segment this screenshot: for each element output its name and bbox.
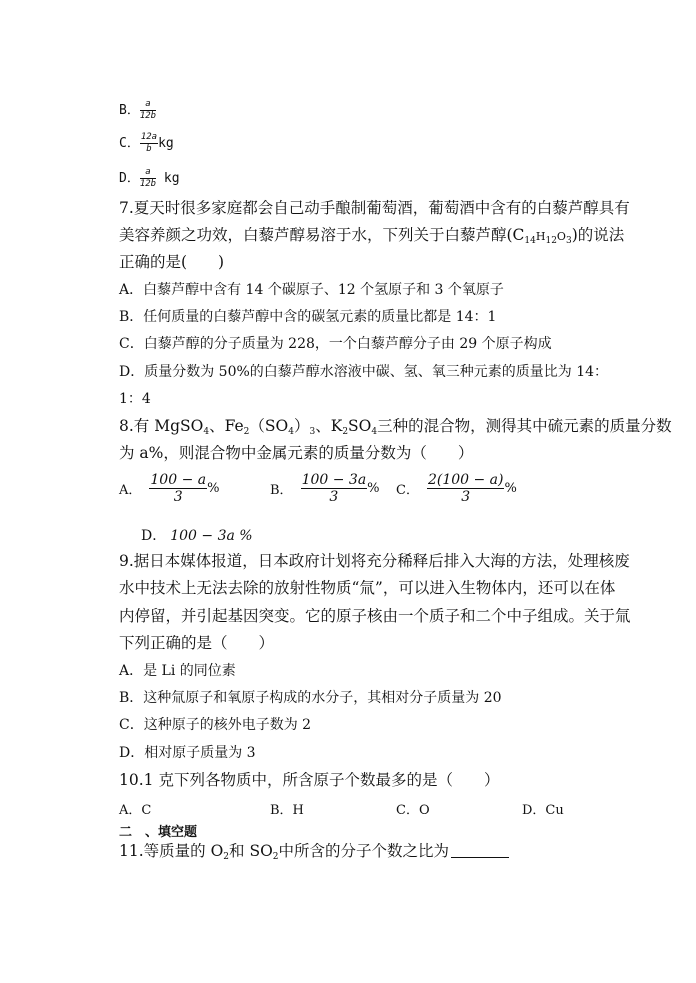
q9-option-d: D．相对原子质量为 3 bbox=[119, 745, 256, 761]
q9-stem-line3: 内停留，并引起基因突变。它的原子核由一个质子和二个中子组成。关于氚 bbox=[119, 607, 631, 625]
q7-option-b: B．任何质量的白藜芦醇中含的碳氢元素的质量比都是 14：1 bbox=[119, 309, 497, 325]
q9-stem-line2: 水中技术上无法去除的放射性物质“氚”，可以进入生物体内，还可以在体 bbox=[119, 579, 616, 597]
q8-a-fraction: $\frac{100 - a}{3}$ bbox=[150, 472, 207, 505]
q6-option-d: D． $\frac{a}{12b}$ kg bbox=[119, 167, 180, 189]
q8-stem-line2: 为 a%，则混合物中金属元素的质量分数为（ ） bbox=[119, 444, 474, 462]
q6-b-fraction: $\frac{a}{12b}$ bbox=[139, 99, 157, 121]
q10-option-a: A．C bbox=[119, 803, 152, 818]
q8-option-c: C． $\frac{2(100 - a)}{3}$ % bbox=[396, 472, 517, 505]
q6-option-c: C． $\frac{12a}{b}$ kg bbox=[119, 132, 174, 154]
section-title: 二 、填空题 bbox=[119, 825, 198, 840]
q8-c-fraction: $\frac{2(100 - a)}{3}$ bbox=[427, 472, 504, 505]
q9-option-c: C．这种原子的核外电子数为 2 bbox=[119, 717, 312, 733]
q7-option-c: C．白藜芦醇的分子质量为 228，一个白藜芦醇分子由 29 个原子构成 bbox=[119, 336, 552, 352]
q7-stem-line1: 7.夏天时很多家庭都会自己动手酿制葡萄酒，葡萄酒中含有的白藜芦醇具有 bbox=[119, 199, 630, 217]
q11-answer-blank[interactable] bbox=[451, 843, 509, 858]
q7-option-d-line2: 1：4 bbox=[119, 391, 151, 407]
q8-option-b: B． $\frac{100 - 3a}{3}$ % bbox=[270, 472, 380, 505]
q6-d-fraction: $\frac{a}{12b}$ bbox=[139, 167, 157, 189]
q10-option-c: C．O bbox=[396, 803, 430, 818]
q8-b-fraction: $\frac{100 - 3a}{3}$ bbox=[301, 472, 367, 505]
q11-stem: 11.等质量的 $O_2$和 $SO_2$中所含的分子个数之比为 bbox=[119, 842, 509, 866]
q9-stem-line4: 下列正确的是（ ） bbox=[119, 634, 275, 652]
q8-option-a: A． $\frac{100 - a}{3}$ % bbox=[119, 472, 220, 505]
q9-option-b: B．这种氚原子和氧原子构成的水分子，其相对分子质量为 20 bbox=[119, 690, 502, 706]
q10-option-d: D．Cu bbox=[522, 803, 564, 818]
q9-stem-line1: 9.据日本媒体报道，日本政府计划将充分稀释后排入大海的方法，处理核废 bbox=[119, 552, 630, 570]
q8-stem-line1: 8.有 MgSO$_4$、$Fe_2(SO_4)_3$、$K_2SO_4$三种的混合物，测得其中硫元素的质量分数 bbox=[119, 417, 672, 437]
q9-option-a: A．是 Li 的同位素 bbox=[119, 663, 236, 679]
q7-option-a: A．白藜芦醇中含有 14 个碳原子、12 个氢原子和 3 个氧原子 bbox=[119, 282, 504, 298]
q8-option-d: D． 100 − 3a % bbox=[141, 528, 253, 544]
q10-stem: 10.1 克下列各物质中，所含原子个数最多的是（ ） bbox=[119, 771, 500, 789]
q7-option-d-line1: D．质量分数为 50%的白藜芦醇水溶液中碳、氢、氧三种元素的质量比为 14： bbox=[119, 364, 609, 380]
q6-option-b: B． $\frac{a}{12b}$ bbox=[119, 99, 157, 121]
q6-c-fraction: $\frac{12a}{b}$ bbox=[140, 132, 158, 154]
q10-option-b: B．H bbox=[270, 803, 304, 818]
q7-stem-line2: 美容养颜之功效，白藜芦醇易溶于水，下列关于白藜芦醇$(C_{14}H_{12}O_3)$的说法 bbox=[119, 226, 625, 246]
q7-stem-line3: 正确的是( ) bbox=[119, 253, 225, 271]
